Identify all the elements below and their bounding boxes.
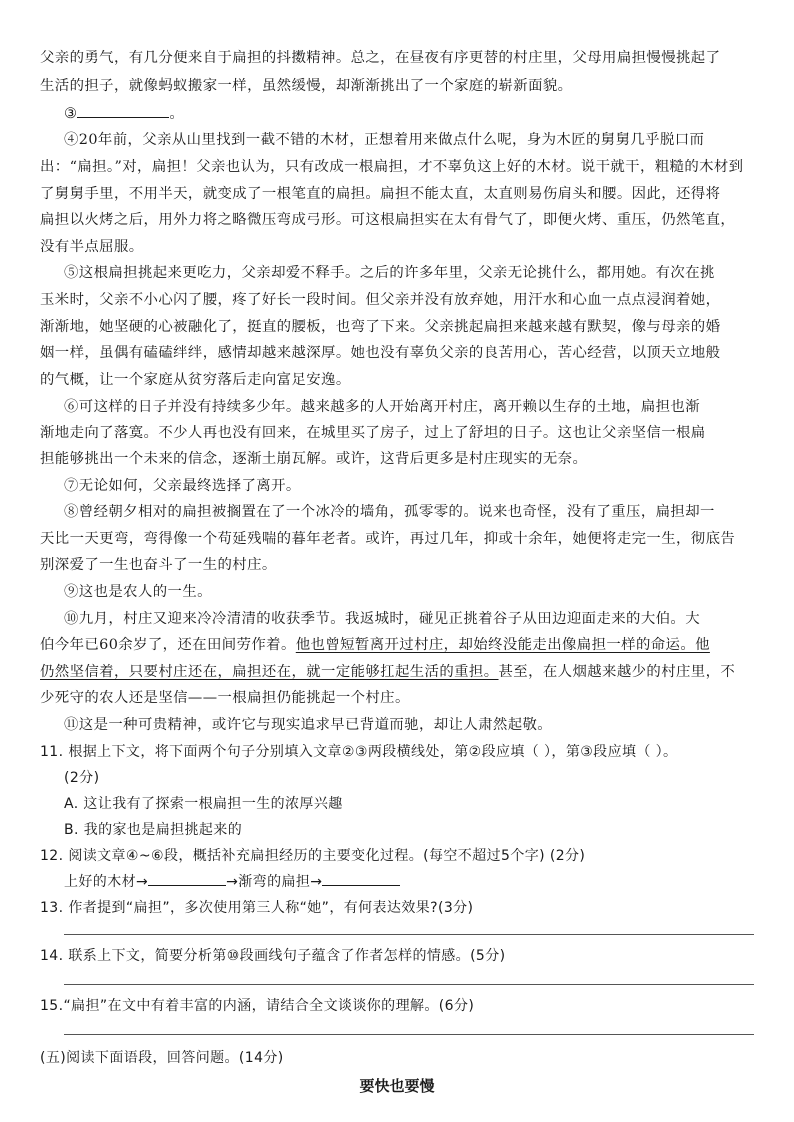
- plain-text: 甚至，在人烟越来越少的村庄里，不: [498, 664, 736, 680]
- answer-blank[interactable]: [148, 871, 226, 886]
- passage-line: 的气概，让一个家庭从贫穷落后走向富足安逸。: [40, 372, 351, 388]
- period: 。: [169, 106, 185, 122]
- question-11: 11. 根据上下文，将下面两个句子分别填入文章②③两段横线处，第②段应填（ ），第③段应填（ ）。: [40, 744, 678, 760]
- answer-line[interactable]: [64, 934, 754, 935]
- passage-line: 没有半点屈服。: [40, 239, 144, 255]
- plain-text: 伯今年已60余岁了，还在田间劳作着。: [40, 637, 296, 653]
- answer-line[interactable]: [64, 1034, 754, 1035]
- passage-line: 出：“扁担。”对，扁担！父亲也认为，只有改成一根扁担，才不辜负这上好的木材。说干就干，粗糙的木材到: [40, 159, 744, 175]
- passage-line: ⑧曾经朝夕相对的扁担被搁置在了一个冰冷的墙角，孤零零的。说来也奇怪，没有了重压，扁担却一: [64, 504, 715, 520]
- passage-line: ⑤这根扁担挑起来更吃力，父亲却爱不释手。之后的许多年里，父亲无论挑什么，都用她。有次在挑: [64, 265, 715, 281]
- passage-line: 别深爱了一生也奋斗了一生的村庄。: [40, 557, 277, 573]
- paragraph-3-blank-line: [64, 102, 784, 126]
- question-13: 13. 作者提到“扁担”，多次使用第三人称“她”，有何表达效果?(3分): [40, 900, 474, 916]
- next-passage-title: 要快也要慢: [359, 1077, 435, 1095]
- passage-line: [40, 660, 760, 684]
- question-11-score: (2分): [64, 770, 100, 786]
- passage-line: [40, 633, 760, 657]
- option-a: A. 这让我有了探索一根扁担一生的浓厚兴趣: [64, 796, 343, 812]
- passage-line: ⑥可这样的日子并没有持续多少年。越来越多的人开始离开村庄，离开赖以生存的土地，扁担也渐: [64, 399, 700, 415]
- passage-line: 担能够挑出一个未来的信念，逐渐土崩瓦解。或许，这背后更多是村庄现实的无奈。: [40, 451, 588, 467]
- passage-line: ⑪这是一种可贵精神，或许它与现实追求早已背道而驰，却让人肃然起敬。: [64, 717, 553, 733]
- passage-line: 姻一样，虽偶有磕磕绊绊，感情却越来越深厚。她也没有辜负父亲的良苦用心，苦心经营，以顶天立地般: [40, 345, 721, 361]
- question-14: 14. 联系上下文，简要分析第⑩段画线句子蕴含了作者怎样的情感。(5分): [40, 948, 506, 964]
- section-5-heading: (五)阅读下面语段，回答问题。(14分): [40, 1050, 284, 1066]
- chain-middle: →渐弯的扁担→: [226, 874, 323, 890]
- passage-line: ⑩九月，村庄又迎来冷冷清清的收获季节。我返城时，碰见正挑着谷子从田边迎面走来的大伯。大: [64, 611, 700, 627]
- passage-line: 渐渐地，她坚硬的心被融化了，挺直的腰板，也弯了下来。父亲挑起扁担来越来越有默契，像与母亲的婚: [40, 319, 721, 335]
- passage-line: 天比一天更弯，弯得像一个苟延残喘的暮年老者。或许，再过几年，抑或十余年，她便将走完一生，彻底告: [40, 531, 736, 547]
- answer-blank[interactable]: [77, 103, 169, 118]
- passage-line: ④20年前，父亲从山里找到一截不错的木材，正想着用来做点什么呢，身为木匠的舅舅几乎脱口而: [64, 132, 705, 148]
- passage-line: ⑨这也是农人的一生。: [64, 584, 212, 600]
- option-b: B. 我的家也是扁担挑起来的: [64, 822, 243, 838]
- passage-line: 父亲的勇气，有几分便来自于扁担的抖擞精神。总之，在昼夜有序更替的村庄里，父母用扁担慢慢挑起了: [40, 50, 721, 66]
- chain-start: 上好的木材→: [64, 874, 149, 890]
- question-12: 12. 阅读文章④~⑥段，概括补充扁担经历的主要变化过程。(每空不超过5个字) (2分): [40, 848, 586, 864]
- underlined-sentence: 仍然坚信着，只要村庄还在，扁担还在，就一定能够扛起生活的重担。: [40, 664, 499, 680]
- answer-line[interactable]: [64, 984, 754, 985]
- underlined-sentence: 他也曾短暂离开过村庄，却始终没能走出像扁担一样的命运。他: [295, 637, 710, 653]
- answer-blank[interactable]: [322, 871, 400, 886]
- passage-line: 生活的担子，就像蚂蚁搬家一样，虽然缓慢，却渐渐挑出了一个家庭的崭新面貌。: [40, 78, 573, 94]
- passage-line: 渐地走向了落寞。不少人再也没有回来，在城里买了房子，过上了舒坦的日子。这也让父亲坚信一根扁: [40, 425, 706, 441]
- passage-line: 少死守的农人还是坚信——一根扁担仍能挑起一个村庄。: [40, 690, 410, 706]
- passage-line: 玉米时，父亲不小心闪了腰，疼了好长一段时间。但父亲并没有放弃她，用汗水和心血一点点浸润着她，: [40, 292, 721, 308]
- question-15: 15.“扁担”在文中有着丰富的内涵，请结合全文谈谈你的理解。(6分): [40, 998, 475, 1014]
- paragraph-number: ③: [64, 106, 78, 122]
- question-12-chain: [64, 870, 784, 894]
- passage-line: ⑦无论如何，父亲最终选择了离开。: [64, 478, 301, 494]
- passage-line: 扁担以火烤之后，用外力将之略微压弯成弓形。可这根扁担实在太有骨气了，即便火烤、重压，仍然笔直，: [40, 212, 736, 228]
- passage-line: 了舅舅手里，不用半天，就变成了一根笔直的扁担。扁担不能太直，太直则易伤肩头和腰。因此，还得将: [40, 186, 721, 202]
